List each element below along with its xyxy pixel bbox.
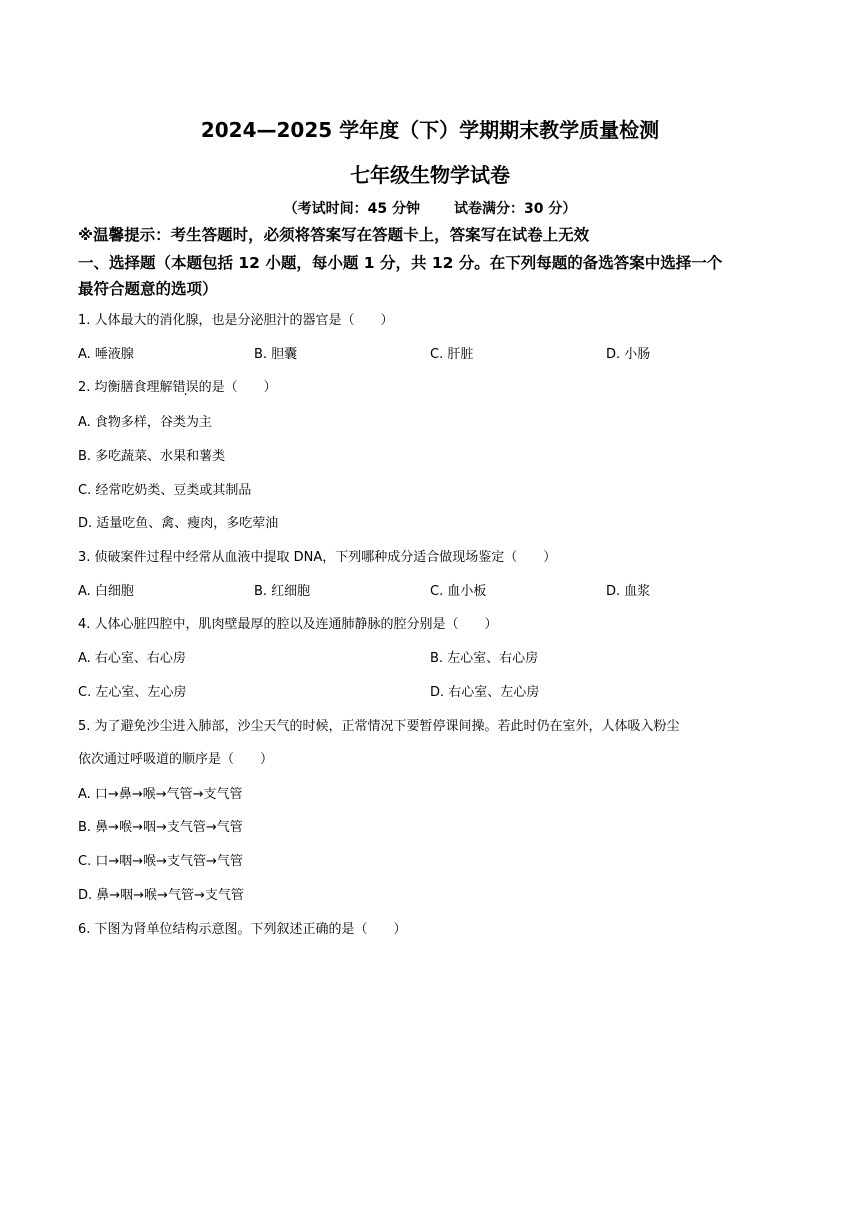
question-4-option-a: A. 右心室、右心房 [78,651,186,666]
question-5-option-c: C. 口→咽→喉→支气管→气管 [78,854,243,869]
question-2-stem-start: 2. 均衡膳食理解 [78,380,173,395]
exam-subtitle: 七年级生物学试卷 [350,163,510,187]
question-6-stem: 6. 下图为肾单位结构示意图。下列叙述正确的是（ ） [78,922,407,937]
question-5-option-b: B. 鼻→喉→咽→支气管→气管 [78,820,243,835]
question-1-stem: 1. 人体最大的消化腺，也是分泌胆汁的器官是（ ） [78,313,394,328]
question-5-stem-line1: 5. 为了避免沙尘进入肺部，沙尘天气的时候，正常情况下要暂停课间操。若此时仍在室外，人体吸入粉尘 [78,719,680,734]
exam-time-note: （考试时间：45 分钟 [283,201,420,217]
question-2-option-b: B. 多吃蔬菜、水果和薯类 [78,449,226,464]
question-5-option-a: A. 口→鼻→喉→气管→支气管 [78,787,243,802]
question-1-option-d: D. 小肠 [606,347,651,362]
question-2-option-d: D. 适量吃鱼、禽、瘦肉，多吃荤油 [78,516,279,531]
exam-score-note: 试卷满分：30 分） [454,201,577,217]
question-5-stem-line2: 依次通过呼吸道的顺序是（ ） [78,752,274,767]
question-1-option-c: C. 肝脏 [430,347,474,362]
question-2-stem-end: 的是（ ） [198,380,277,395]
question-4-option-c: C. 左心室、左心房 [78,685,187,700]
notice: ※温馨提示：考生答题时，必须将答案写在答题卡上，答案写在试卷上无效 [78,226,590,244]
question-4-stem: 4. 人体心脏四腔中，肌肉壁最厚的腔以及连通肺静脉的腔分别是（ ） [78,617,498,632]
question-3-option-a: A. 白细胞 [78,584,134,599]
exam-title: 2024—2025 学年度（下）学期期末教学质量检测 [200,118,660,142]
question-1-option-b: B. 胆囊 [254,347,298,362]
exam-info [0,198,860,218]
question-2-option-c: C. 经常吃奶类、豆类或其制品 [78,483,252,498]
question-2-stem [78,376,277,395]
question-2-option-a: A. 食物多样，谷类为主 [78,415,212,430]
question-5-option-d: D. 鼻→咽→喉→气管→支气管 [78,888,244,903]
question-3-option-b: B. 红细胞 [254,584,311,599]
question-1-option-a: A. 唾液腺 [78,347,134,362]
question-4-option-d: D. 右心室、左心房 [430,685,540,700]
section-heading-line2: 最符合题意的选项） [78,280,218,298]
section-heading-line1: 一、选择题（本题包括 12 小题，每小题 1 分，共 12 分。在下列每题的备选答案中选择一个 [78,254,723,272]
question-3-option-c: C. 血小板 [430,584,487,599]
question-2-stem-emphasis: 错误 [172,380,199,395]
question-3-option-d: D. 血浆 [606,584,651,599]
question-4-option-b: B. 左心室、右心房 [430,651,539,666]
question-3-stem: 3. 侦破案件过程中经常从血液中提取 DNA，下列哪种成分适合做现场鉴定（ ） [78,550,557,565]
